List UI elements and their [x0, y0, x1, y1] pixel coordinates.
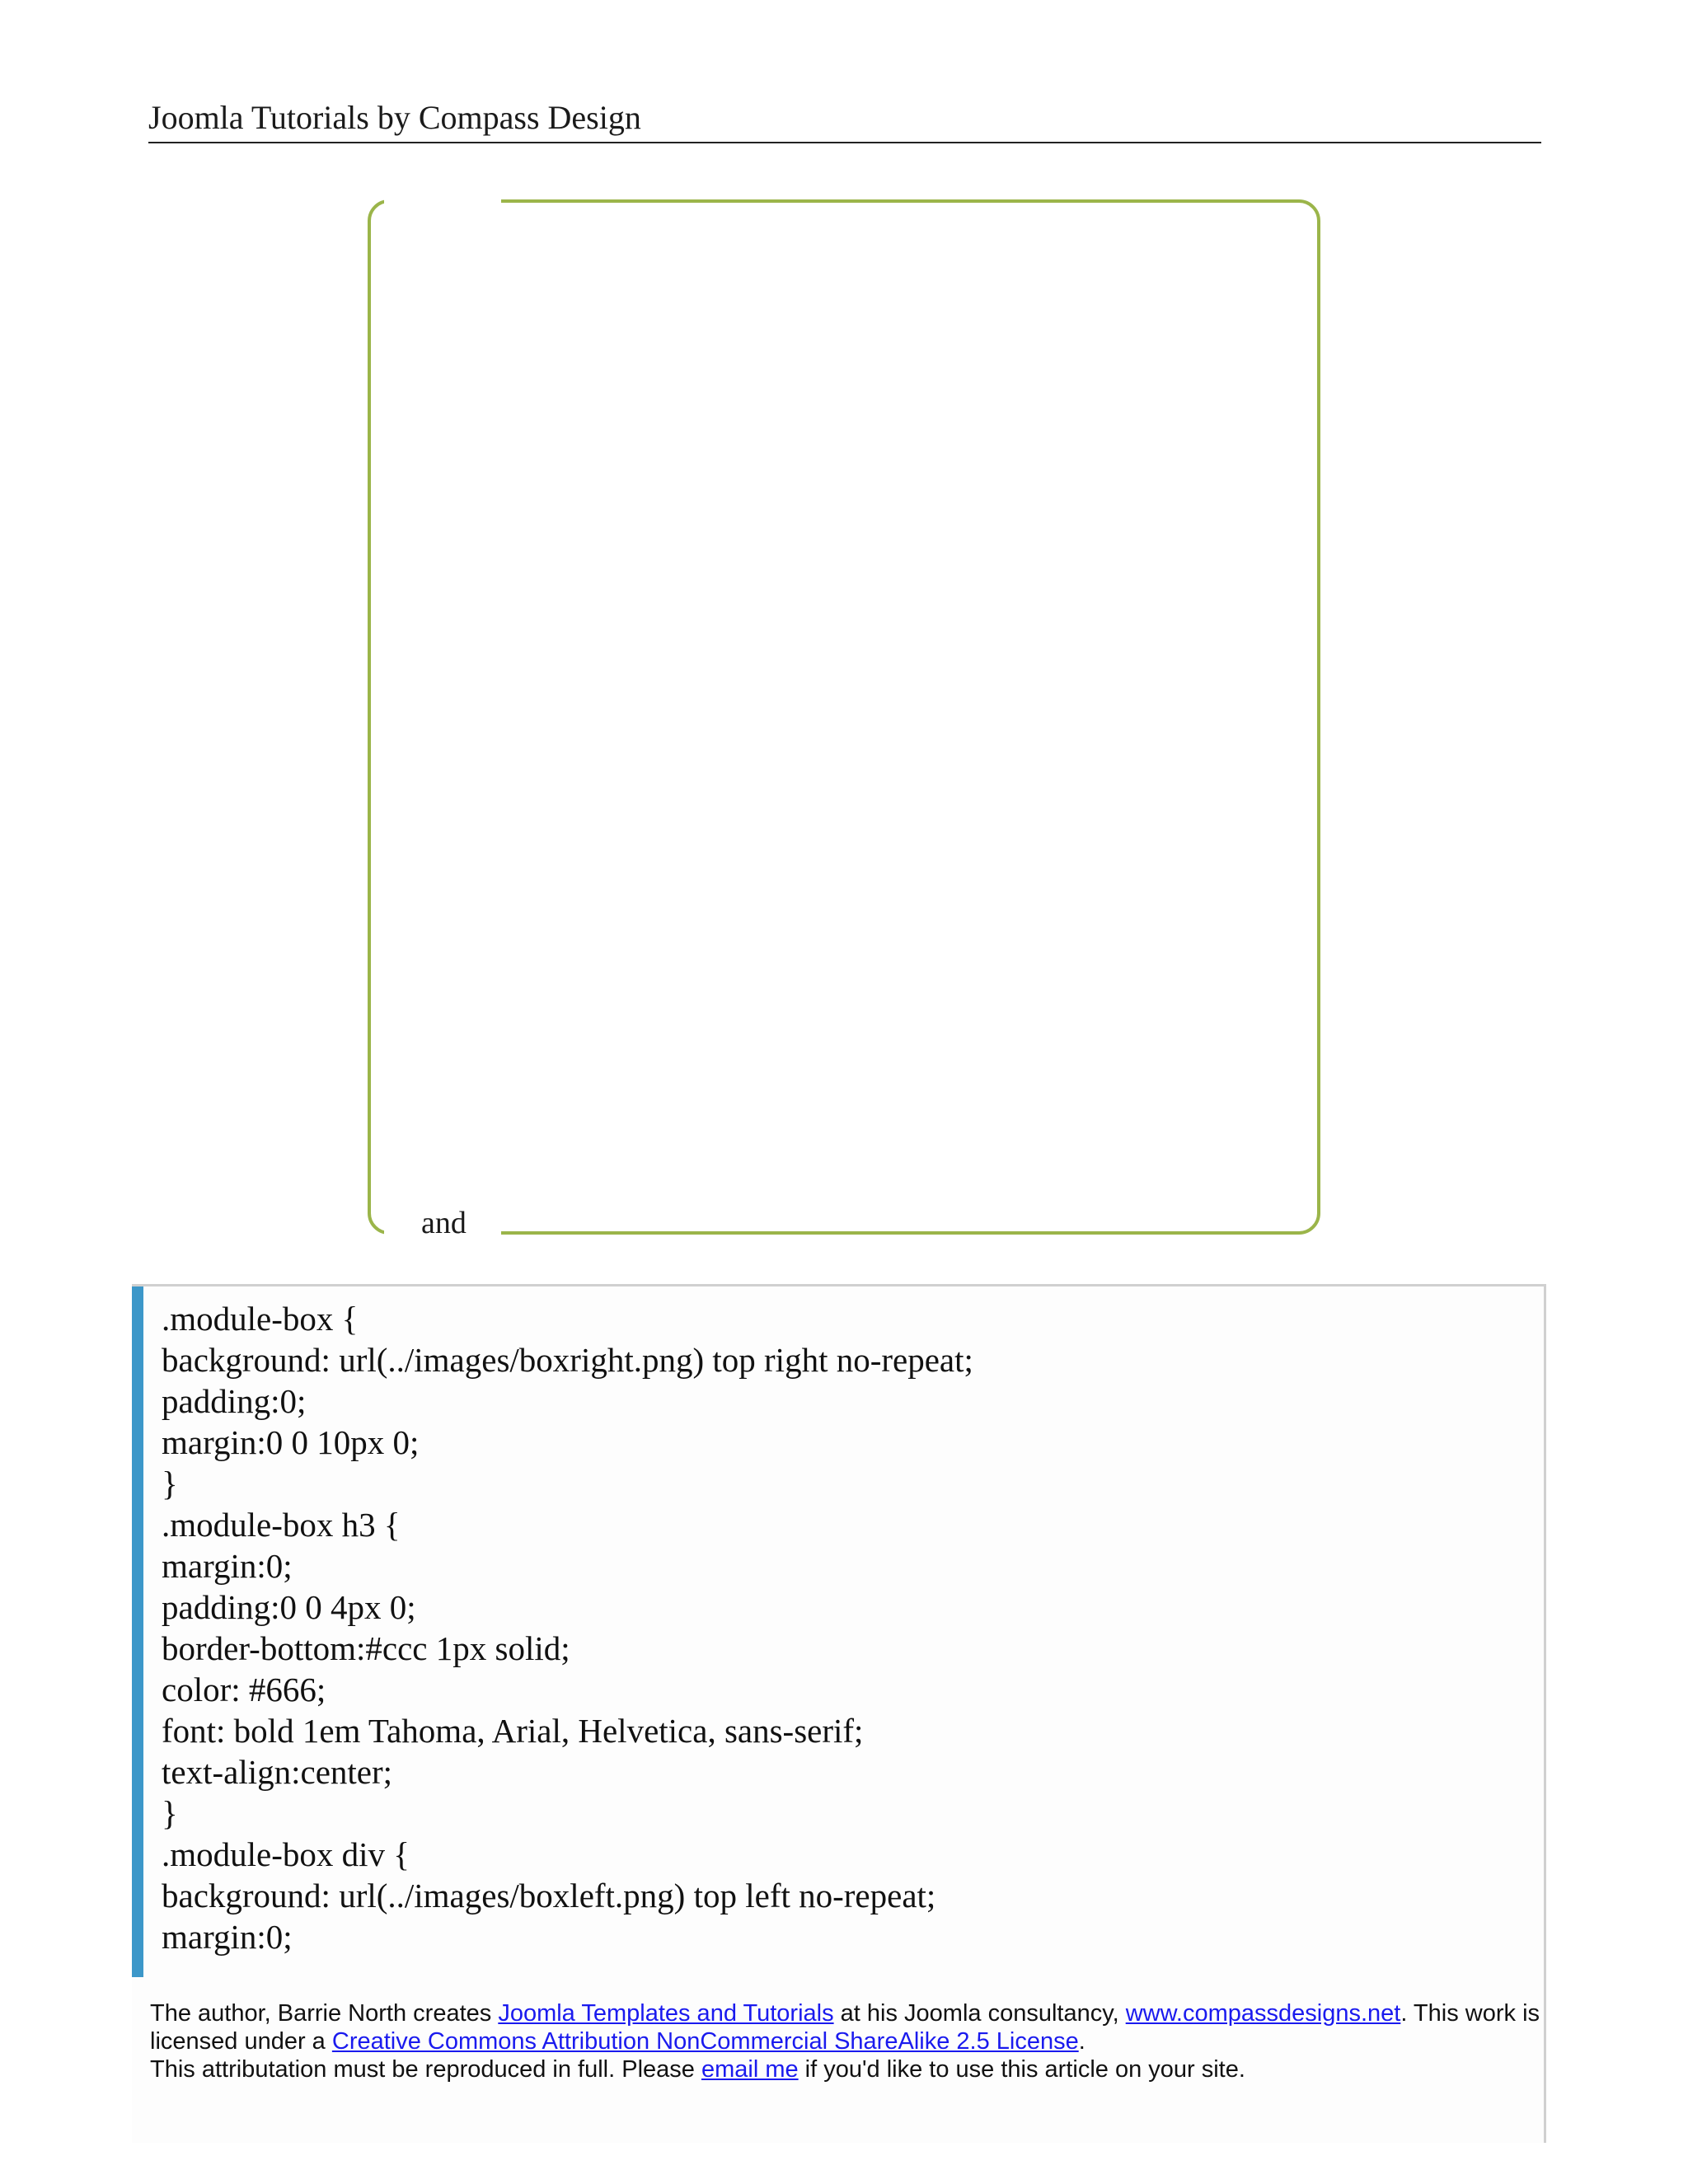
footer-attribution [150, 1999, 1551, 2055]
templates-tutorials-link[interactable]: Joomla Templates and Tutorials [498, 2000, 834, 2027]
code-accent-bar [132, 1286, 143, 1977]
code-line: margin:0 0 10px 0; [162, 1423, 420, 1461]
code-line: background: url(../images/boxright.png) top right no-repeat; [162, 1341, 973, 1379]
compassdesigns-link[interactable]: www.compassdesigns.net [1125, 2000, 1401, 2027]
code-line: .module-box div { [162, 1835, 410, 1873]
footer-text: if you'd like to use this article on your site. [798, 2056, 1245, 2083]
header-title: Joomla Tutorials by Compass Design [148, 99, 641, 136]
code-line: .module-box { [162, 1300, 359, 1338]
figure-frame [368, 199, 1320, 1235]
code-lines [162, 1298, 973, 1957]
code-line: text-align:center; [162, 1753, 393, 1791]
footer-text: at his Joomla consultancy, [833, 2000, 1126, 2027]
figure-caption-word: and [421, 1206, 467, 1240]
email-me-link[interactable]: email me [701, 2056, 799, 2083]
footer-usage-note [150, 2055, 1551, 2083]
license-link[interactable]: Creative Commons Attribution NonCommercial ShareAlike 2.5 License [331, 2028, 1079, 2055]
code-line: color: #666; [162, 1671, 326, 1708]
code-line: } [162, 1465, 178, 1502]
code-line: .module-box h3 { [162, 1506, 401, 1544]
footer-text: The author, Barrie North creates [150, 2000, 499, 2027]
code-line: padding:0 0 4px 0; [162, 1588, 416, 1626]
code-line: padding:0; [162, 1382, 307, 1420]
figure-frame-gap-top [384, 194, 501, 208]
code-line: background: url(../images/boxleft.png) top left no-repeat; [162, 1877, 936, 1915]
footer-text: . [1078, 2028, 1085, 2055]
code-line: font: bold 1em Tahoma, Arial, Helvetica, sans-serif; [162, 1712, 864, 1750]
footer-text: This attributation must be reproduced in full. Please [150, 2056, 701, 2083]
code-line: margin:0; [162, 1547, 293, 1585]
page-header [148, 97, 1541, 143]
footer-text: . This work is licensed under a [150, 2000, 1540, 2055]
code-line: } [162, 1794, 178, 1832]
code-line: margin:0; [162, 1918, 293, 1956]
page-footer [150, 1999, 1551, 2083]
code-line: border-bottom:#ccc 1px solid; [162, 1629, 570, 1667]
